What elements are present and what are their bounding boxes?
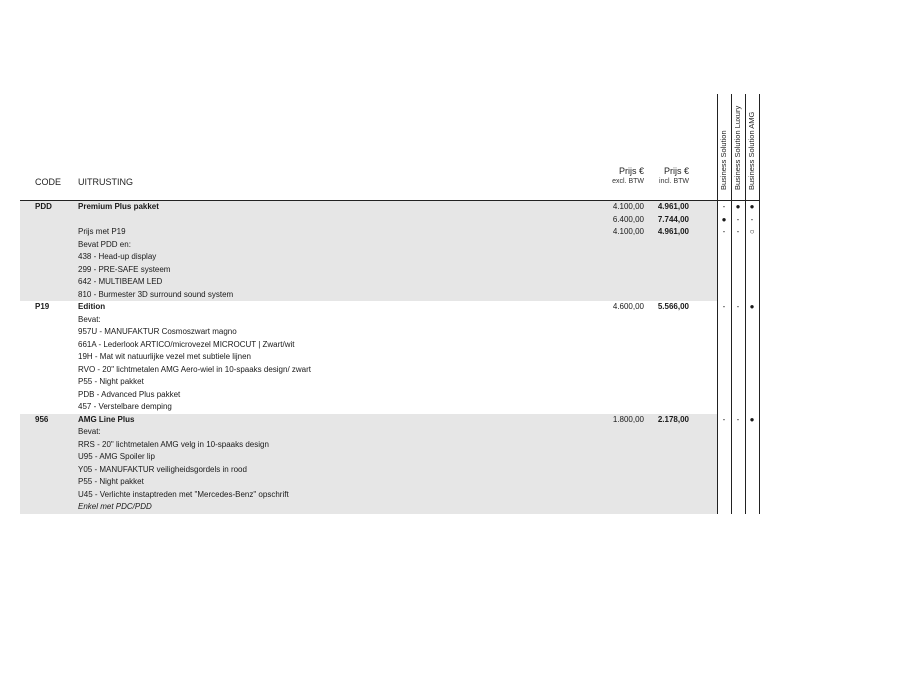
header-price-incl-title: Prijs € [663, 166, 689, 176]
option-description: 19H - Mat wit natuurlijke vezel met subtiele lijnen [78, 352, 251, 361]
table-row [0, 414, 906, 427]
table-row [0, 339, 906, 352]
price-excl: 6.400,00 [612, 214, 644, 224]
header-price-incl-sub: incl. BTW [659, 178, 689, 185]
header-price-excl-sub: excl. BTW [612, 178, 644, 185]
availability-business-solution-luxury: - [736, 414, 740, 424]
option-description: Bevat PDD en: [78, 239, 131, 249]
option-description: RRS - 20" lichtmetalen AMG velg in 10-spaaks design [78, 439, 269, 449]
table-row [0, 451, 906, 464]
availability-business-solution: - [722, 202, 726, 211]
table-row [0, 264, 906, 277]
price-excl: 1.800,00 [612, 414, 644, 424]
table-row [0, 464, 906, 477]
option-code: 956 [35, 414, 49, 424]
table-row [0, 439, 906, 452]
option-description: 661A - Lederlook ARTICO/microvezel MICROCUT | Zwart/wit [78, 339, 295, 349]
model-header-business-solution-amg: Business Solution AMG [747, 111, 756, 190]
table-row [0, 251, 906, 264]
table-row [0, 364, 906, 377]
table-row [0, 501, 906, 514]
table-row [0, 426, 906, 439]
availability-business-solution-luxury: - [736, 214, 740, 224]
table-row [0, 226, 906, 239]
availability-business-solution: - [722, 414, 726, 424]
availability-business-solution-amg: ● [749, 414, 755, 424]
table-row [0, 351, 906, 364]
availability-business-solution: - [722, 227, 726, 236]
table-row [0, 214, 906, 227]
table-row [0, 301, 906, 314]
price-incl: 5.566,00 [657, 302, 689, 311]
model-header-business-solution-luxury: Business Solution Luxury [733, 105, 742, 190]
option-description: Premium Plus pakket [78, 202, 159, 211]
header-price-excl-title: Prijs € [618, 166, 644, 176]
header-equipment: UITRUSTING [78, 177, 133, 187]
availability-business-solution-amg: ● [749, 202, 755, 211]
availability-business-solution-luxury: ● [735, 202, 741, 211]
option-description: RVO - 20" lichtmetalen AMG Aero-wiel in 10-spaaks design/ zwart [78, 364, 312, 374]
table-row [0, 276, 906, 289]
option-description: P55 - Night pakket [78, 377, 144, 386]
price-excl: 4.100,00 [612, 202, 644, 211]
price-excl: 4.600,00 [612, 302, 644, 311]
option-description: 642 - MULTIBEAM LED [78, 277, 163, 286]
option-description: AMG Line Plus [78, 414, 135, 424]
table-row [0, 289, 906, 302]
availability-business-solution-luxury: - [736, 302, 740, 311]
option-description: Edition [78, 302, 106, 311]
table-row [0, 401, 906, 414]
table-row [0, 314, 906, 327]
price-incl: 4.961,00 [657, 202, 689, 211]
option-description: Y05 - MANUFAKTUR veiligheidsgordels in rood [78, 464, 247, 474]
availability-business-solution: ● [721, 214, 727, 224]
option-description: 810 - Burmester 3D surround sound system [78, 289, 234, 299]
availability-business-solution-amg: ○ [749, 227, 755, 236]
table-row [0, 326, 906, 339]
table-row [0, 389, 906, 402]
option-description: 299 - PRE-SAFE systeem [78, 264, 171, 274]
table-row [0, 489, 906, 502]
option-code: PDD [35, 202, 52, 211]
option-description: U45 - Verlichte instaptreden met "Mercedes-Benz" opschrift [78, 489, 289, 499]
option-description: P55 - Night pakket [78, 477, 144, 486]
option-description: PDB - Advanced Plus pakket [78, 389, 181, 399]
availability-business-solution-luxury: - [736, 227, 740, 236]
header-code: CODE [35, 177, 62, 187]
option-description: 957U - MANUFAKTUR Cosmoszwart magno [78, 327, 237, 336]
option-code: P19 [35, 302, 50, 311]
model-header-business-solution: Business Solution [719, 130, 728, 190]
table-row [0, 476, 906, 489]
option-description: 457 - Verstelbare demping [78, 402, 172, 411]
option-description: Bevat: [78, 314, 101, 324]
availability-business-solution-amg: ● [749, 302, 755, 311]
table-row [0, 239, 906, 252]
price-incl: 7.744,00 [657, 214, 689, 224]
price-incl: 4.961,00 [657, 227, 689, 236]
table-row [0, 376, 906, 389]
option-description: Prijs met P19 [78, 227, 126, 236]
option-description: U95 - AMG Spoiler lip [78, 452, 155, 461]
table-row [0, 201, 906, 214]
option-description: 438 - Head-up display [78, 252, 157, 261]
availability-business-solution-amg: - [750, 214, 754, 224]
price-excl: 4.100,00 [612, 227, 644, 236]
option-description: Bevat: [78, 427, 101, 436]
availability-business-solution: - [722, 302, 726, 311]
price-incl: 2.178,00 [657, 414, 689, 424]
option-description: Enkel met PDC/PDD [78, 502, 152, 511]
